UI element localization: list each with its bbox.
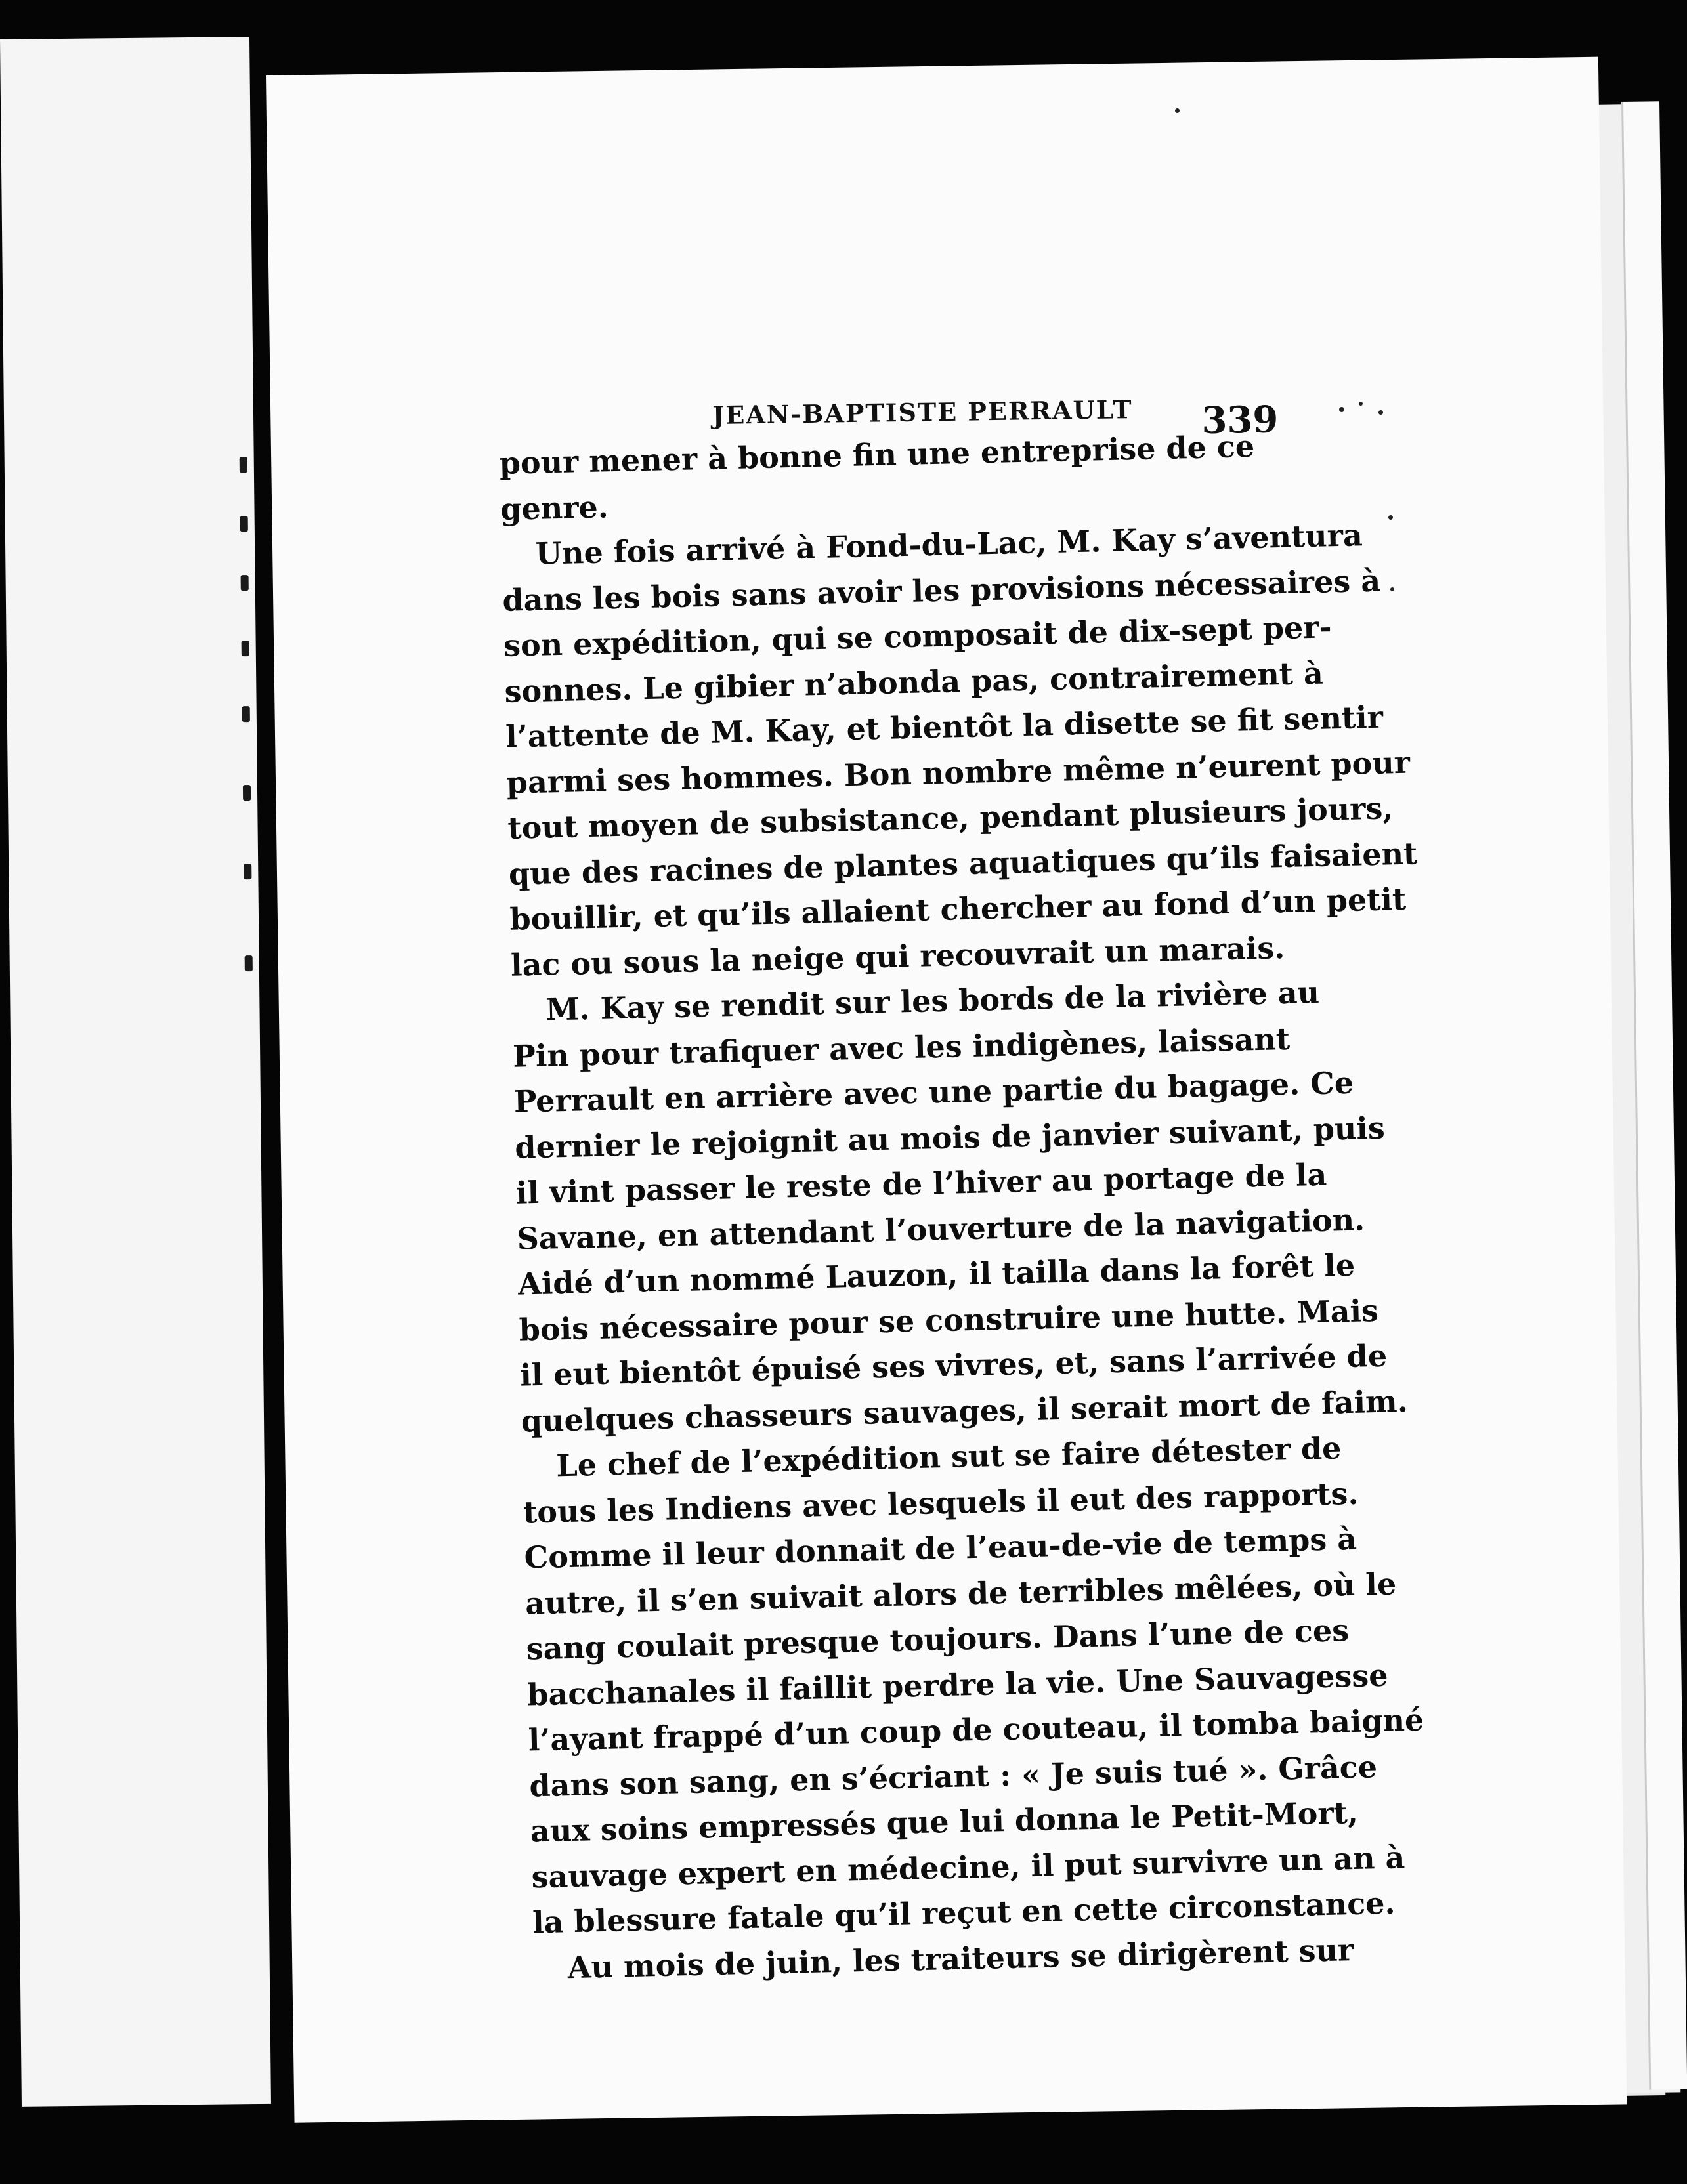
scan-speck	[1390, 587, 1394, 591]
margin-mark	[242, 706, 250, 722]
text-line: son expédition, qui se composait de dix-sept per-	[503, 609, 1333, 663]
text-line: bacchanales il faillit perdre la vie. Une Sauvagesse	[526, 1657, 1388, 1713]
text-line: bouillir, et qu’ils allaient chercher au fond d’un petit	[509, 881, 1407, 937]
margin-mark	[242, 640, 249, 656]
scan-speck	[1359, 402, 1363, 406]
text-line: l’attente de M. Kay, et bientôt la disette se fit sentir	[505, 699, 1384, 755]
scan-speck	[1378, 410, 1383, 415]
text-line: dans son sang, en s’écriant : « Je suis tué ». Grâce	[528, 1748, 1378, 1803]
text-line: autre, il s’en suivait alors de terribles mêlées, où le	[524, 1565, 1397, 1622]
text-line: tout moyen de subsistance, pendant plusieurs jours,	[507, 790, 1394, 846]
text-line: il eut bientôt épuisé ses vivres, et, sans l’arrivée de	[519, 1337, 1388, 1393]
text-line: dernier le rejoignit au mois de janvier suivant, puis	[514, 1110, 1386, 1166]
margin-mark	[240, 516, 248, 532]
text-line: Au mois de juin, les traiteurs se dirigèrent sur	[567, 1931, 1354, 1985]
text-line: quelques chasseurs sauvages, il serait mort de faim.	[521, 1383, 1409, 1439]
margin-mark	[244, 864, 251, 879]
text-line: Comme il leur donnait de l’eau-de-vie de temps à	[524, 1521, 1357, 1576]
text-line: dans les bois sans avoir les provisions nécessaires à	[502, 562, 1381, 618]
text-line: Aidé d’un nommé Lauzon, il tailla dans la forêt le	[517, 1247, 1356, 1302]
text-line: lac ou sous la neige qui recouvrait un marais.	[510, 929, 1285, 983]
scan-speck	[1388, 515, 1393, 520]
text-line: que des racines de plantes aquatiques qu’ils faisaient	[508, 835, 1418, 892]
facing-page-fragment	[0, 37, 271, 2107]
text-line: la blessure fatale qu’il reçut en cette circonstance.	[532, 1885, 1396, 1941]
text-line: sauvage expert en médecine, il put survivre un an à	[531, 1839, 1405, 1895]
margin-mark	[245, 956, 253, 971]
text-line: genre.	[500, 488, 609, 527]
scan-speck	[1339, 407, 1344, 412]
text-line: Perrault en arrière avec une partie du bagage. Ce	[513, 1064, 1354, 1120]
text-line: Une fois arrivé à Fond-du-Lac, M. Kay s’aventura	[535, 517, 1363, 572]
text-line: aux soins empressés que lui donna le Petit-Mort,	[530, 1794, 1359, 1849]
margin-mark	[243, 785, 251, 801]
text-line: parmi ses hommes. Bon nombre même n’eurent pour	[506, 744, 1411, 801]
text-line: sang coulait presque toujours. Dans l’une de ces	[526, 1612, 1350, 1667]
text-line: M. Kay se rendit sur les bords de la rivière au	[545, 974, 1320, 1028]
text-line: l’ayant frappé d’un coup de couteau, il tomba baigné	[528, 1702, 1424, 1758]
text-line: tous les Indiens avec lesquels il eut des rapports.	[523, 1475, 1359, 1530]
text-line: sonnes. Le gibier n’abonda pas, contrairement à	[504, 655, 1324, 709]
margin-mark	[241, 575, 249, 591]
margin-mark	[240, 457, 247, 472]
text-line: Savane, en attendant l’ouverture de la navigation.	[516, 1201, 1365, 1257]
text-line: bois nécessaire pour se construire une hutte. Mais	[519, 1292, 1379, 1348]
scan-speck	[1175, 108, 1180, 113]
text-line: Pin pour trafiquer avec les indigènes, laissant	[512, 1020, 1291, 1074]
text-line: pour mener à bonne fin une entreprise de ce	[499, 428, 1255, 481]
text-line: Le chef de l’expédition sut se faire détester de	[555, 1430, 1342, 1484]
running-head: JEAN-BAPTISTE PERRAULT	[712, 394, 1133, 430]
page-number: 339	[1201, 398, 1279, 442]
body-text	[499, 424, 1424, 1991]
text-line: il vint passer le reste de l’hiver au portage de la	[515, 1156, 1327, 1211]
